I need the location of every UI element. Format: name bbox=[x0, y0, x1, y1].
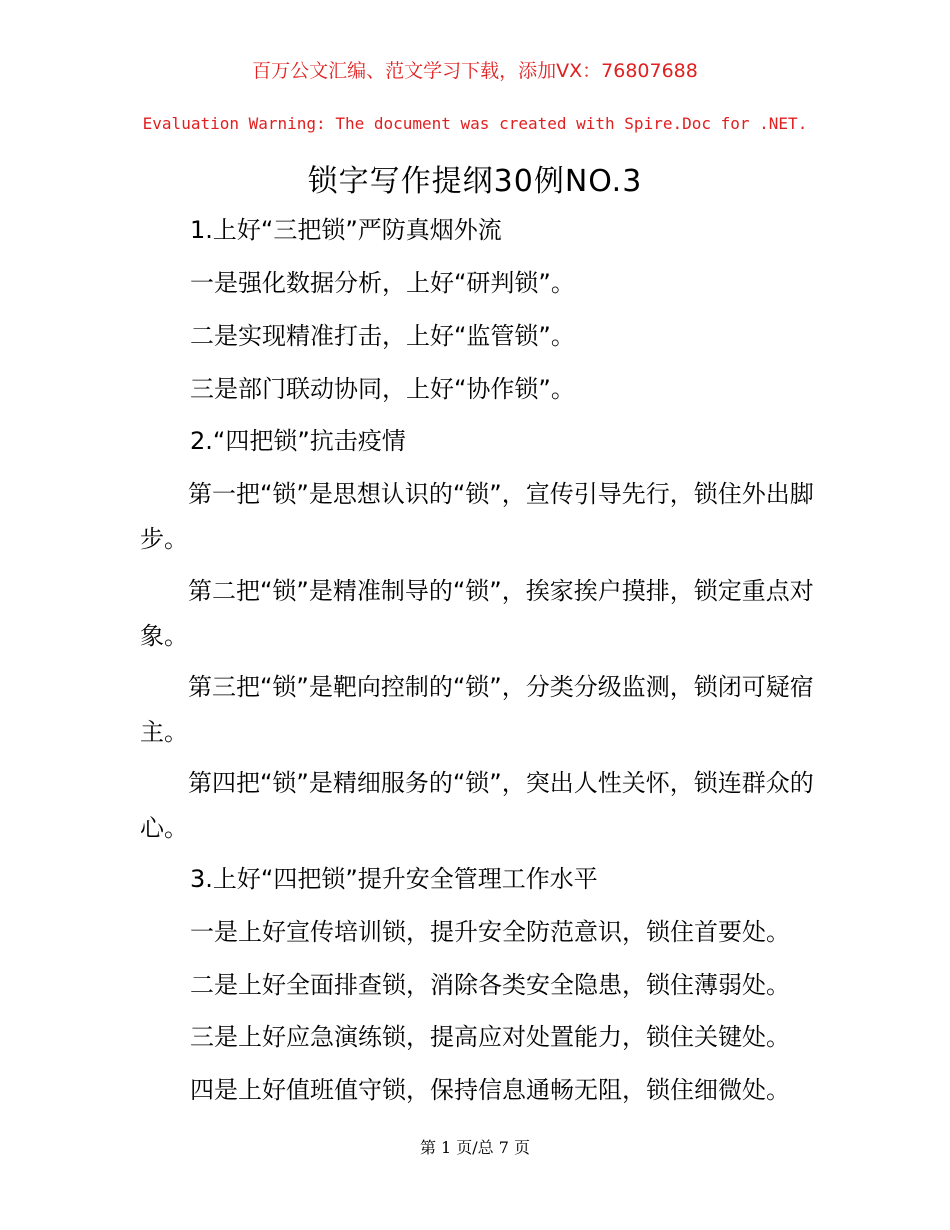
paragraph: 第三把“锁”是靶向控制的“锁”，分类分级监测，锁闭可疑宿主。 bbox=[140, 673, 814, 746]
page-number: 第 1 页/总 7 页 bbox=[419, 1138, 531, 1157]
paragraph: 第四把“锁”是精细服务的“锁”，突出人性关怀，锁连群众的心。 bbox=[140, 769, 814, 842]
paragraph: 三是上好应急演练锁，提高应对处置能力，锁住关键处。 bbox=[190, 1023, 790, 1051]
paragraph: 第二把“锁”是精准制导的“锁”，挨家挨户摸排，锁定重点对象。 bbox=[140, 577, 814, 650]
section-heading-3: 3.上好“四把锁”提升安全管理工作水平 bbox=[190, 865, 598, 893]
paragraph: 第一把“锁”是思想认识的“锁”，宣传引导先行，锁住外出脚步。 bbox=[140, 480, 814, 553]
paragraph: 三是部门联动协同，上好“协作锁”。 bbox=[190, 375, 575, 403]
document-title: 锁字写作提纲30例NO.3 bbox=[307, 164, 643, 199]
paragraph: 一是上好宣传培训锁，提升安全防范意识，锁住首要处。 bbox=[190, 918, 790, 946]
paragraph: 四是上好值班值守锁，保持信息通畅无阻，锁住细微处。 bbox=[190, 1076, 790, 1104]
section-heading-1: 1.上好“三把锁”严防真烟外流 bbox=[190, 216, 502, 244]
section-heading-2: 2.“四把锁”抗击疫情 bbox=[190, 427, 406, 455]
paragraph: 一是强化数据分析，上好“研判锁”。 bbox=[190, 269, 575, 297]
promo-banner: 百万公文汇编、范文学习下载，添加VX：76807688 bbox=[252, 60, 698, 82]
evaluation-warning: Evaluation Warning: The document was created with Spire.Doc for .NET. bbox=[142, 114, 808, 133]
paragraph: 二是上好全面排查锁，消除各类安全隐患，锁住薄弱处。 bbox=[190, 971, 790, 999]
paragraph: 二是实现精准打击，上好“监管锁”。 bbox=[190, 322, 575, 350]
